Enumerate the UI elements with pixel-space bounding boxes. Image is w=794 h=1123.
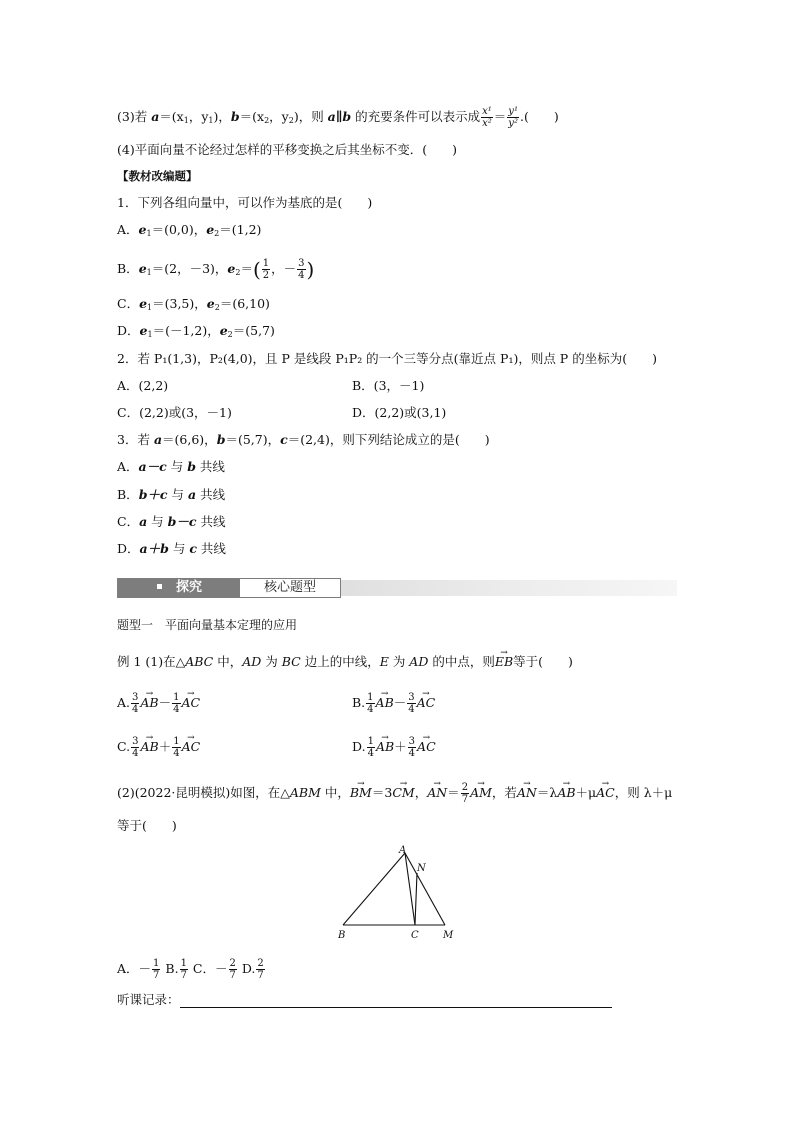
segment-cn — [415, 873, 417, 925]
problem-2-stem: 2．若 P₁(1,3)，P₂(4,0)，且 P 是线段 P₁P₂ 的一个三等分点(靠近点 P₁)，则点 P 的坐标为( ) — [117, 351, 657, 366]
text-fragment: c — [280, 432, 288, 447]
text-fragment: ＝3 — [371, 785, 393, 800]
text-fragment: 3 — [408, 736, 416, 747]
text-fragment: e — [206, 222, 215, 237]
text-fragment: )， — [213, 109, 231, 124]
text-fragment: e — [138, 222, 147, 237]
text-fragment: 2 — [264, 116, 270, 125]
text-fragment: → EB — [495, 654, 513, 670]
text-fragment: ＝(x — [159, 109, 184, 124]
judge-q4: (4)平面向量不论经过怎样的平移变换之后其坐标不变．( ) — [117, 142, 457, 157]
text-fragment: 例 1 (1)在△ — [117, 654, 186, 669]
example-1-stem — [117, 654, 573, 670]
text-fragment: 与 — [168, 541, 190, 556]
text-fragment: (2)(2022·昆明模拟)如图，在△ — [117, 785, 290, 800]
text-fragment: b — [187, 459, 196, 474]
text-fragment: ＝(2,4)，则下列结论成立的是( ) — [287, 432, 490, 447]
text-fragment: D． — [117, 323, 140, 338]
text-fragment: 1 — [208, 116, 214, 125]
text-fragment: e — [219, 323, 228, 338]
text-fragment: → AB — [376, 695, 394, 711]
text-fragment: 与 — [167, 487, 188, 502]
text-fragment: 2 — [262, 270, 270, 281]
notes-row — [117, 992, 612, 1008]
notes-label: 听课记录： — [117, 992, 180, 1007]
text-fragment: 4 — [408, 748, 416, 759]
text-fragment: ，则 λ＋μ — [614, 785, 673, 800]
text-fragment: ＝(6,10) — [219, 296, 270, 311]
text-fragment: 4 — [173, 748, 180, 759]
text-fragment: b＋c — [138, 487, 168, 502]
example-1-option-c — [117, 736, 200, 759]
text-fragment: 2 — [288, 116, 294, 125]
text-fragment: ＝(2，－3)， — [151, 261, 228, 276]
text-fragment: 的中点，则 — [428, 654, 495, 669]
text-fragment: ＋μ — [575, 785, 597, 800]
text-fragment: A. — [117, 695, 131, 710]
text-fragment: 7 — [461, 794, 469, 805]
text-fragment: → AC — [417, 695, 436, 711]
text-fragment: ＝ — [240, 261, 253, 276]
problem-3-option-b — [117, 487, 225, 503]
text-fragment: a＋b — [139, 541, 169, 556]
text-fragment: E — [379, 654, 389, 669]
text-fragment: 4 — [408, 704, 415, 715]
text-fragment: D． — [117, 541, 140, 556]
text-fragment: AD — [242, 654, 262, 669]
example-1-option-b — [352, 692, 435, 715]
text-fragment: 的充要条件可以表示成 — [351, 109, 481, 124]
text-fragment: C． — [117, 296, 140, 311]
text-fragment: C. — [117, 739, 131, 754]
text-fragment: 4 — [132, 748, 139, 759]
text-fragment: 1 — [180, 958, 187, 969]
text-fragment: 1 — [262, 258, 270, 269]
text-fragment: ， — [414, 785, 428, 800]
vec-b: b — [230, 109, 240, 124]
text-fragment: 4 — [367, 704, 374, 715]
fraction — [262, 258, 270, 281]
text-fragment: A． — [117, 222, 139, 237]
text-fragment: e — [206, 296, 215, 311]
text-fragment: → BM — [350, 785, 372, 801]
text-fragment: ，y — [188, 109, 209, 124]
text-fragment: 中， — [320, 785, 350, 800]
problem-2-option-a: A．(2,2) — [117, 378, 169, 393]
text-fragment: 与 — [147, 514, 168, 529]
text-fragment: (3)若 — [117, 109, 152, 124]
text-fragment: 3．若 — [117, 432, 154, 447]
text-fragment: b－c — [167, 514, 197, 529]
text-fragment: → CM — [392, 785, 414, 801]
square-bullet-icon — [157, 584, 162, 589]
example-1-part-2-stem — [117, 782, 672, 805]
text-fragment: 1 — [367, 736, 374, 747]
example-1-option-d — [352, 736, 436, 759]
text-fragment: ＋ — [158, 739, 172, 754]
text-fragment: ABM — [289, 785, 321, 800]
text-fragment: 4 — [298, 270, 305, 281]
text-fragment: 3 — [298, 258, 305, 269]
problem-1-stem: 1．下列各组向量中，可以作为基底的是( ) — [117, 195, 373, 210]
label-n: N — [417, 863, 426, 874]
text-fragment: 3 — [132, 692, 139, 703]
text-fragment: 2 — [461, 782, 469, 793]
text-fragment: 1 — [183, 116, 189, 125]
text-fragment: 7 — [229, 970, 236, 981]
text-fragment: 共线 — [196, 487, 226, 502]
text-fragment: 1 — [173, 692, 180, 703]
example-1-option-a — [117, 692, 200, 715]
text-fragment: D. — [241, 961, 256, 976]
text-fragment: ＝(1,2) — [219, 222, 262, 237]
text-fragment: AD — [409, 654, 429, 669]
text-fragment: 2 — [229, 958, 236, 969]
text-fragment: c — [189, 541, 197, 556]
text-fragment: － — [393, 695, 407, 710]
text-fragment: 1 — [153, 958, 160, 969]
text-fragment: 共线 — [196, 541, 226, 556]
text-fragment: ABC — [185, 654, 214, 669]
text-fragment: 为 — [388, 654, 410, 669]
text-fragment: ＝λ — [536, 785, 558, 800]
text-fragment: → AM — [470, 785, 492, 801]
problem-3-option-d — [117, 541, 226, 557]
banner-light-label: 核心题型 — [239, 578, 341, 598]
text-fragment: )，则 — [293, 109, 328, 124]
text-fragment: D. — [352, 739, 366, 754]
text-fragment: e — [227, 261, 236, 276]
text-fragment: 中， — [213, 654, 243, 669]
fraction — [297, 258, 305, 281]
text-fragment: e — [138, 261, 147, 276]
problem-2-option-b: B．(3，－1) — [352, 378, 425, 393]
text-fragment: 为 — [261, 654, 282, 669]
text-fragment: → AN — [517, 785, 537, 801]
text-fragment: ＝(5,7)， — [225, 432, 281, 447]
text-fragment: B． — [117, 261, 139, 276]
problem-1-option-b: B．$e_1=(2$，－3)，$e_2=$( $\frac{1}{2}$ ，－ $\frac{3}{4}$ ) — [117, 257, 315, 282]
label-c: C — [411, 930, 419, 941]
text-fragment: x² — [482, 118, 492, 129]
text-fragment: a — [153, 432, 163, 447]
label-m: M — [443, 930, 454, 941]
text-fragment: ＝(6,6)， — [162, 432, 217, 447]
text-fragment: 3 — [408, 692, 415, 703]
text-fragment: → AB — [557, 785, 575, 801]
example-1-part-2-line2: 等于( ) — [117, 818, 177, 833]
text-fragment: a－c — [138, 459, 167, 474]
text-fragment: ＝(－1,2)， — [152, 323, 220, 338]
segment-ab — [343, 853, 405, 925]
text-fragment: ＝(x — [239, 109, 265, 124]
text-fragment: B. — [165, 961, 179, 976]
text-fragment: － — [158, 695, 172, 710]
text-fragment: 边上的中线， — [300, 654, 380, 669]
text-fragment: 7 — [153, 970, 160, 981]
fraction — [507, 106, 519, 129]
text-fragment: 2 — [257, 958, 264, 969]
text-fragment: ＝ — [447, 785, 460, 800]
text-fragment: x¹ — [482, 106, 492, 117]
text-fragment: C．－ — [192, 961, 228, 976]
vec-a: a — [151, 109, 160, 124]
type-1-title: 题型一 平面向量基本定理的应用 — [117, 618, 298, 632]
text-fragment: → AB — [140, 739, 158, 755]
label-b: B — [338, 930, 346, 941]
problem-3-stem — [117, 432, 490, 448]
text-fragment: C． — [117, 514, 140, 529]
label-a: A — [399, 845, 407, 856]
text-fragment: 等于( ) — [513, 654, 573, 669]
text-fragment: e — [139, 323, 148, 338]
text-fragment: y¹ — [508, 106, 518, 117]
text-fragment: ＝(0,0)， — [151, 222, 207, 237]
text-fragment: → AC — [596, 785, 615, 801]
text-fragment: ＝(5,7) — [232, 323, 275, 338]
fraction — [481, 106, 493, 129]
text-fragment: a — [188, 487, 197, 502]
text-fragment: a∥b — [327, 109, 352, 124]
text-fragment: ，y — [269, 109, 289, 124]
text-fragment: → AC — [417, 739, 436, 755]
text-fragment: A． — [117, 459, 139, 474]
text-fragment: → AC — [182, 695, 201, 711]
problem-1-option-a: A．$e_1=(0,0)$，$e_2=(1,2)$ — [117, 222, 262, 238]
text-fragment: → AN — [427, 785, 447, 801]
text-fragment: 7 — [180, 970, 187, 981]
text-fragment: 7 — [257, 970, 264, 981]
triangle-figure — [335, 843, 460, 943]
problem-3-option-c — [117, 514, 225, 530]
text-fragment: B． — [117, 487, 139, 502]
text-fragment: 与 — [166, 459, 188, 474]
problem-2-option-d: D．(2,2)或(3,1) — [352, 405, 447, 420]
problem-1-option-c: C．$e_1=(3,5)$，$e_2=(6,10)$ — [117, 296, 270, 312]
section-textbook: 【教材改编题】 — [117, 169, 198, 183]
text-fragment: 1 — [367, 692, 374, 703]
text-fragment: → AC — [182, 739, 201, 755]
segment-ac — [405, 853, 415, 925]
text-fragment: ，若 — [491, 785, 517, 800]
text-fragment: 4 — [173, 704, 180, 715]
text-fragment: → AB — [376, 739, 394, 755]
text-fragment: b — [216, 432, 226, 447]
banner-dark-label — [117, 578, 239, 598]
text-fragment: ＝ — [493, 109, 507, 124]
text-fragment: ，－ — [271, 261, 297, 276]
text-fragment: 探究 — [176, 580, 203, 595]
notes-blank-line[interactable] — [180, 993, 612, 1008]
text-fragment: A．－ — [117, 961, 152, 976]
text-fragment: 4 — [367, 748, 374, 759]
example-1-part-2-options — [117, 958, 266, 981]
problem-2-option-c: C．(2,2)或(3，－1) — [117, 405, 232, 420]
text-fragment: 4 — [132, 704, 139, 715]
text-fragment: y² — [508, 118, 518, 129]
text-fragment: e — [139, 296, 148, 311]
text-fragment: a — [139, 514, 148, 529]
text-fragment: B. — [352, 695, 366, 710]
text-fragment: 共线 — [195, 459, 225, 474]
text-fragment: BC — [281, 654, 301, 669]
text-fragment: .( ) — [519, 109, 559, 124]
problem-1-option-d: D．$e_1=(-1,2)$，$e_2=(5,7)$ — [117, 323, 275, 339]
section-banner — [117, 578, 677, 598]
text-fragment: ＋ — [394, 739, 407, 754]
text-fragment: 共线 — [196, 514, 226, 529]
text-fragment: ＝(3,5)， — [152, 296, 207, 311]
judge-q3 — [117, 106, 559, 129]
text-fragment: → AB — [140, 695, 158, 711]
problem-3-option-a — [117, 459, 225, 475]
text-fragment: 3 — [132, 736, 139, 747]
text-fragment: 1 — [173, 736, 180, 747]
